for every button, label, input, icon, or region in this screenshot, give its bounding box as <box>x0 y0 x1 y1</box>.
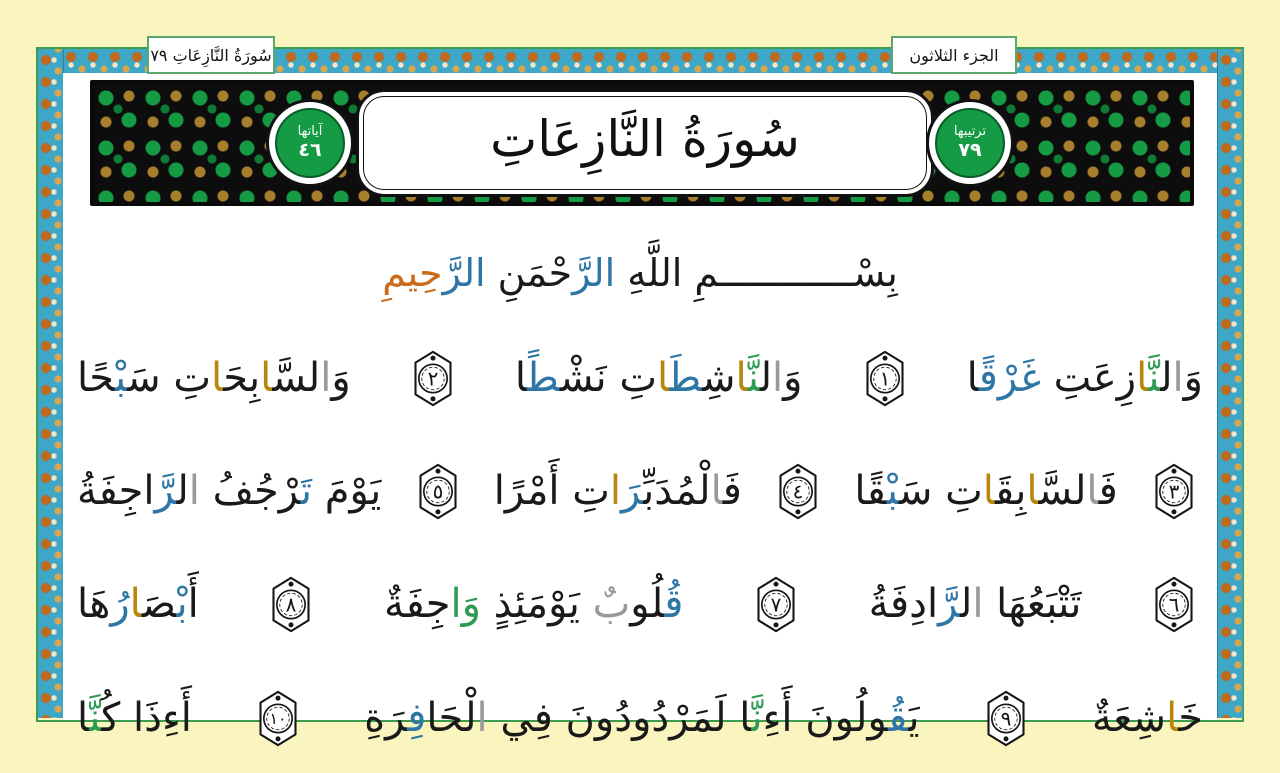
tajweed-segment: ل <box>176 468 189 514</box>
tajweed-segment: قُ <box>888 695 909 741</box>
tajweed-segment: ا <box>129 581 142 627</box>
ayah-count-label: آياتها <box>297 123 323 139</box>
verse-marker <box>981 690 1031 747</box>
tajweed-segment: ا <box>260 355 273 401</box>
border-left-strip <box>38 49 64 718</box>
tajweed-segment: بِسْــــــــــــمِ اللَّهِ <box>615 251 898 295</box>
tajweed-segment: لُو <box>630 581 665 627</box>
tajweed-segment: تِ <box>559 468 610 514</box>
tajweed-segment: طً <box>527 355 560 401</box>
tajweed-segment: رُ <box>110 581 130 627</box>
tajweed-segment: وَ <box>783 355 803 401</box>
tajweed-segment: ا <box>188 468 200 514</box>
border-right-strip <box>1217 49 1243 718</box>
tajweed-segment: الرَّ <box>442 251 486 295</box>
tajweed-segment: شِعَةٌ <box>1091 695 1167 741</box>
tajweed-segment: ادِفَةُ <box>868 581 939 627</box>
tajweed-segment: رَّ <box>154 468 177 514</box>
surah-name-label <box>147 36 275 74</box>
tajweed-segment: ا <box>966 355 979 401</box>
tajweed-segment: تَ <box>300 468 312 514</box>
tajweed-segment: ا <box>320 355 332 401</box>
tajweed-segment: قُ <box>664 581 684 627</box>
verse-marker <box>266 576 316 633</box>
tajweed-segment: نَّ <box>751 695 763 741</box>
tajweed-segment: خَ <box>1178 695 1203 741</box>
tajweed-segment: نَّ <box>1148 355 1161 401</box>
tajweed-segment: ا <box>1086 468 1099 514</box>
verse-phrase <box>384 581 683 627</box>
surah-title-cartouche <box>356 89 934 197</box>
svg-text:٥: ٥ <box>432 479 443 503</box>
tajweed-segment: لسَّ <box>1038 468 1087 514</box>
surah-order-medallion <box>926 99 1014 187</box>
tajweed-segment: لسَّ <box>272 355 321 401</box>
tajweed-segment: ل <box>1160 355 1173 401</box>
tajweed-segment: جِفَةٌ <box>384 581 451 627</box>
tajweed-segment: ا <box>772 355 784 401</box>
svg-text:١: ١ <box>879 366 890 390</box>
tajweed-segment: نَشْ <box>559 355 607 401</box>
verse-marker <box>413 463 463 520</box>
tajweed-segment: حِيمِ <box>382 251 443 295</box>
svg-text:٩: ٩ <box>1000 706 1012 730</box>
tajweed-segment: رَ <box>621 468 644 514</box>
tajweed-segment: اجِفَةُ <box>77 468 155 514</box>
tajweed-segment: ا <box>735 355 748 401</box>
tajweed-segment: ا <box>972 581 984 627</box>
tajweed-segment: نَّ <box>747 355 760 401</box>
tajweed-segment: ا <box>726 695 752 741</box>
tajweed-segment: تِ <box>932 468 983 514</box>
tajweed-segment: يَ <box>908 695 920 741</box>
tajweed-segment: بٌ <box>579 581 631 627</box>
tajweed-segment: ا <box>476 695 488 741</box>
tajweed-segment: فِي <box>487 695 553 741</box>
svg-text:٦: ٦ <box>1168 592 1180 616</box>
tajweed-segment: تَتْبَعُهَا <box>983 581 1082 627</box>
tajweed-segment: رَةِ <box>364 695 408 741</box>
tajweed-segment: ا <box>657 355 670 401</box>
tajweed-segment: بْ <box>886 468 899 514</box>
verse-phrase <box>77 695 192 741</box>
svg-text:٢: ٢ <box>427 366 439 390</box>
tajweed-segment: بْ <box>176 581 188 627</box>
tajweed-segment: الرَّ <box>572 251 616 295</box>
tajweed-segment: بِقَ <box>994 468 1027 514</box>
verse-phrase <box>869 581 1082 627</box>
tajweed-segment: ا <box>1166 695 1179 741</box>
tajweed-segment: بْ <box>115 355 128 401</box>
tajweed-segment: بِحَ <box>223 355 261 401</box>
tajweed-segment: حْمَنِ <box>485 251 573 295</box>
svg-text:١٠: ١٠ <box>269 708 287 728</box>
verse-phrase <box>77 581 199 627</box>
tajweed-segment: ا <box>426 695 439 741</box>
tajweed-segment: ا <box>1026 468 1039 514</box>
tajweed-segment: ا <box>211 355 224 401</box>
verse-marker <box>773 463 823 520</box>
tajweed-segment: ا <box>982 468 995 514</box>
tajweed-segment: أَمْرًا <box>493 468 560 514</box>
verse-phrase <box>1092 695 1203 741</box>
verse-phrase <box>382 251 898 295</box>
verse-marker <box>860 350 910 407</box>
tajweed-segment: وَ <box>1183 355 1203 401</box>
tajweed-segment: شِ <box>702 355 736 401</box>
tajweed-segment: أَ <box>187 581 199 627</box>
tajweed-segment: سَ <box>898 468 933 514</box>
tajweed-segment: رْجُفُ <box>199 468 301 514</box>
surah-order-medallion-inner <box>935 108 1005 178</box>
verse-marker <box>751 576 801 633</box>
tajweed-segment: طَ <box>669 355 703 401</box>
tajweed-segment: كُ <box>101 695 121 741</box>
tajweed-segment: تِ <box>160 355 212 401</box>
tajweed-segment: زِعَتِ <box>1040 355 1137 401</box>
tajweed-segment: نَّ <box>89 695 102 741</box>
ayah-count-medallion <box>266 99 354 187</box>
svg-text:٣: ٣ <box>1168 479 1180 503</box>
juz-label <box>891 36 1017 74</box>
verse-phrase <box>515 355 803 401</box>
surah-order-value: ٧٩ <box>958 138 982 161</box>
tajweed-segment: ولُونَ <box>792 695 889 741</box>
verse-marker <box>253 690 303 747</box>
tajweed-segment: أَءِ <box>762 695 793 741</box>
tajweed-segment: ا <box>514 355 528 401</box>
tajweed-segment: ل <box>759 355 772 401</box>
quran-line-2 <box>77 436 1203 546</box>
tajweed-segment: رَّ <box>938 581 961 627</box>
tajweed-segment: فَ <box>1098 468 1118 514</box>
verse-phrase <box>77 468 381 514</box>
tajweed-segment: يَوْمَ <box>311 468 382 514</box>
surah-order-label: ترتيبها <box>953 123 987 139</box>
verse-phrase <box>494 468 742 514</box>
verse-phrase <box>77 355 351 401</box>
tajweed-segment: أَءِذَا <box>120 695 192 741</box>
quran-line-4 <box>77 663 1203 773</box>
verse-phrase <box>854 468 1117 514</box>
mushaf-page <box>63 73 1217 741</box>
tajweed-segment: ا <box>710 468 723 514</box>
verse-phrase <box>364 695 919 741</box>
tajweed-segment: هَا <box>77 581 111 627</box>
svg-text:٨: ٨ <box>286 592 297 616</box>
tajweed-segment: صَ <box>141 581 177 627</box>
quran-line-3 <box>77 549 1203 659</box>
verse-marker <box>1149 576 1199 633</box>
tajweed-segment: ا <box>1172 355 1184 401</box>
tajweed-segment: لْمُدَبِّ <box>643 468 711 514</box>
juz-label-text: الجزء الثلاثون <box>909 45 999 65</box>
tajweed-segment: قًا <box>854 468 887 514</box>
tajweed-segment: حًا <box>77 355 116 401</box>
bismillah-line <box>63 223 1217 323</box>
svg-text:٧: ٧ <box>770 592 782 616</box>
verse-marker <box>408 350 458 407</box>
tajweed-segment: ا <box>609 468 622 514</box>
surah-name-label-text: سُورَةُ النَّازِعَاتِ ٧٩ <box>150 45 272 65</box>
tajweed-segment: غَرْقً <box>978 355 1041 401</box>
svg-text:٤: ٤ <box>792 479 804 503</box>
surah-header-band <box>90 80 1194 206</box>
ayah-count-value: ٤٦ <box>298 138 322 161</box>
ayah-count-medallion-inner <box>275 108 345 178</box>
verse-marker <box>1149 463 1199 520</box>
tajweed-segment: فِ <box>407 695 427 741</box>
tajweed-segment: تِ <box>606 355 658 401</box>
tajweed-segment: وَ <box>331 355 351 401</box>
tajweed-segment: لَمَرْدُودُونَ <box>552 695 727 741</box>
tajweed-segment: ا <box>1136 355 1149 401</box>
quran-line-1 <box>77 323 1203 433</box>
tajweed-segment: سَ <box>127 355 161 401</box>
tajweed-segment: يَوْمَئِذٍ <box>480 581 580 627</box>
verse-phrase <box>967 355 1203 401</box>
tajweed-segment: لْحَ <box>438 695 477 741</box>
surah-title: سُورَةُ النَّازِعَاتِ <box>490 110 800 168</box>
tajweed-segment: فَ <box>722 468 742 514</box>
tajweed-segment: ا <box>77 695 90 741</box>
tajweed-segment: وَا <box>450 581 481 627</box>
tajweed-segment: ل <box>960 581 973 627</box>
